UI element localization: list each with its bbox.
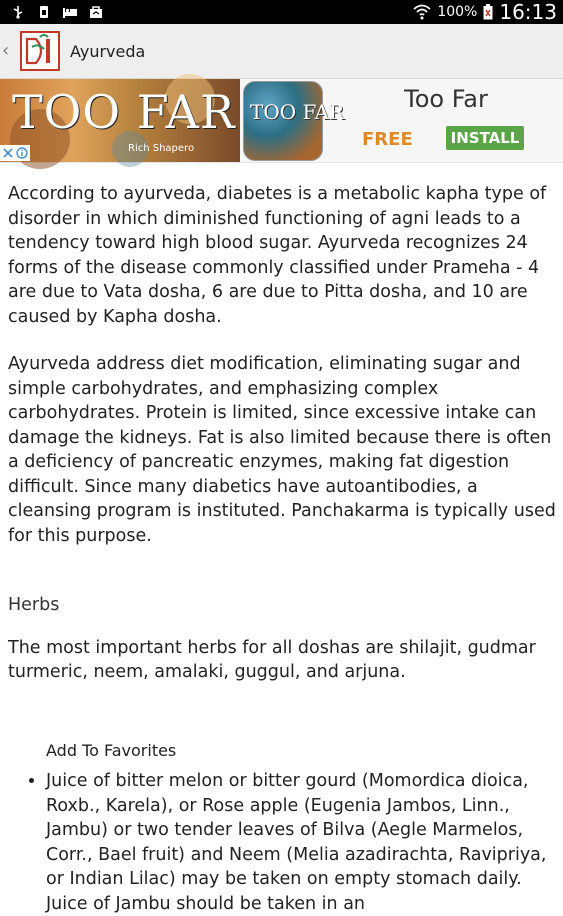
- remedy-list: [8, 769, 556, 916]
- list-item: • Juice of bitter melon or bitter gourd (Momordica dioica, Roxb., Karela), or Rose apple (Eugenia Jambos, Linn., Jambu) or two tender leaves of Bilva (Aegle Marmelos, Corr., Bael fruit) and Neem (Melia azadirachta, Ravipriya, or Indian Lilac) may be taken on empty stomach daily. Juice of Jambu should be taken in an: [46, 769, 556, 916]
- adchoices-icon[interactable]: [0, 145, 30, 161]
- app-logo[interactable]: [20, 31, 60, 71]
- article-paragraph-1: According to ayurveda, diabetes is a metabolic kapha type of disorder in which diminished functioning of agni leads to a tendency toward high blood sugar. Ayurveda recognizes 24 forms of the disease commonly classified under Prameha - 4 are due to Vata dosha, 6 are due to Pitta dosha, and 10 are caused by Kapha dosha.: [8, 184, 547, 327]
- usb-icon: [10, 5, 26, 19]
- article-paragraph-2: Ayurveda address diet modification, eliminating sugar and simple carbohydrates, and emphasizing complex carbohydrates. Protein is limited, since excessive intake can damage the kidneys. Fat is also limited because there is often a deficiency of pancreatic enzymes, making fat digestion difficult. Since many diabetics have autoantibodies, a cleansing program is instituted. Panchakarma is typically used for this purpose.: [8, 354, 556, 546]
- back-chevron-icon[interactable]: ‹: [2, 40, 10, 61]
- wifi-icon: [413, 4, 431, 20]
- install-button[interactable]: INSTALL: [446, 126, 524, 150]
- ad-artwork[interactable]: [0, 79, 240, 162]
- add-to-favorites-link[interactable]: Add To Favorites: [46, 740, 177, 760]
- ad-thumb-title: TOO FAR: [250, 100, 345, 124]
- sim-icon: [36, 5, 52, 19]
- adchoices-x-icon: [2, 147, 14, 159]
- battery-icon: [483, 4, 493, 20]
- clock: 16:13: [499, 0, 557, 24]
- battery-percent: 100%: [437, 4, 478, 20]
- app-title: Ayurveda: [70, 41, 146, 61]
- ad-app-name[interactable]: Too Far: [404, 85, 488, 113]
- ad-app-thumbnail[interactable]: [243, 81, 345, 161]
- ad-banner[interactable]: [0, 79, 563, 163]
- ad-art-title: TOO FAR: [12, 85, 236, 139]
- app-logo-graphic: [22, 33, 58, 69]
- herbs-text: The most important herbs for all doshas are shilajit, gudmar turmeric, neem, amalaki, guggul, and arjuna.: [8, 637, 536, 682]
- status-bar: [0, 0, 563, 24]
- bed-icon: [62, 5, 78, 19]
- system-icons: [413, 0, 563, 24]
- ad-art-author: Rich Shapero: [128, 143, 195, 154]
- herbs-heading: Herbs: [8, 595, 60, 615]
- adchoices-info-icon: [16, 147, 28, 159]
- bag-icon: [88, 5, 104, 19]
- action-bar: [0, 24, 563, 79]
- ad-price: FREE: [362, 129, 413, 150]
- notification-icons: [0, 5, 104, 19]
- article-content: [8, 182, 556, 916]
